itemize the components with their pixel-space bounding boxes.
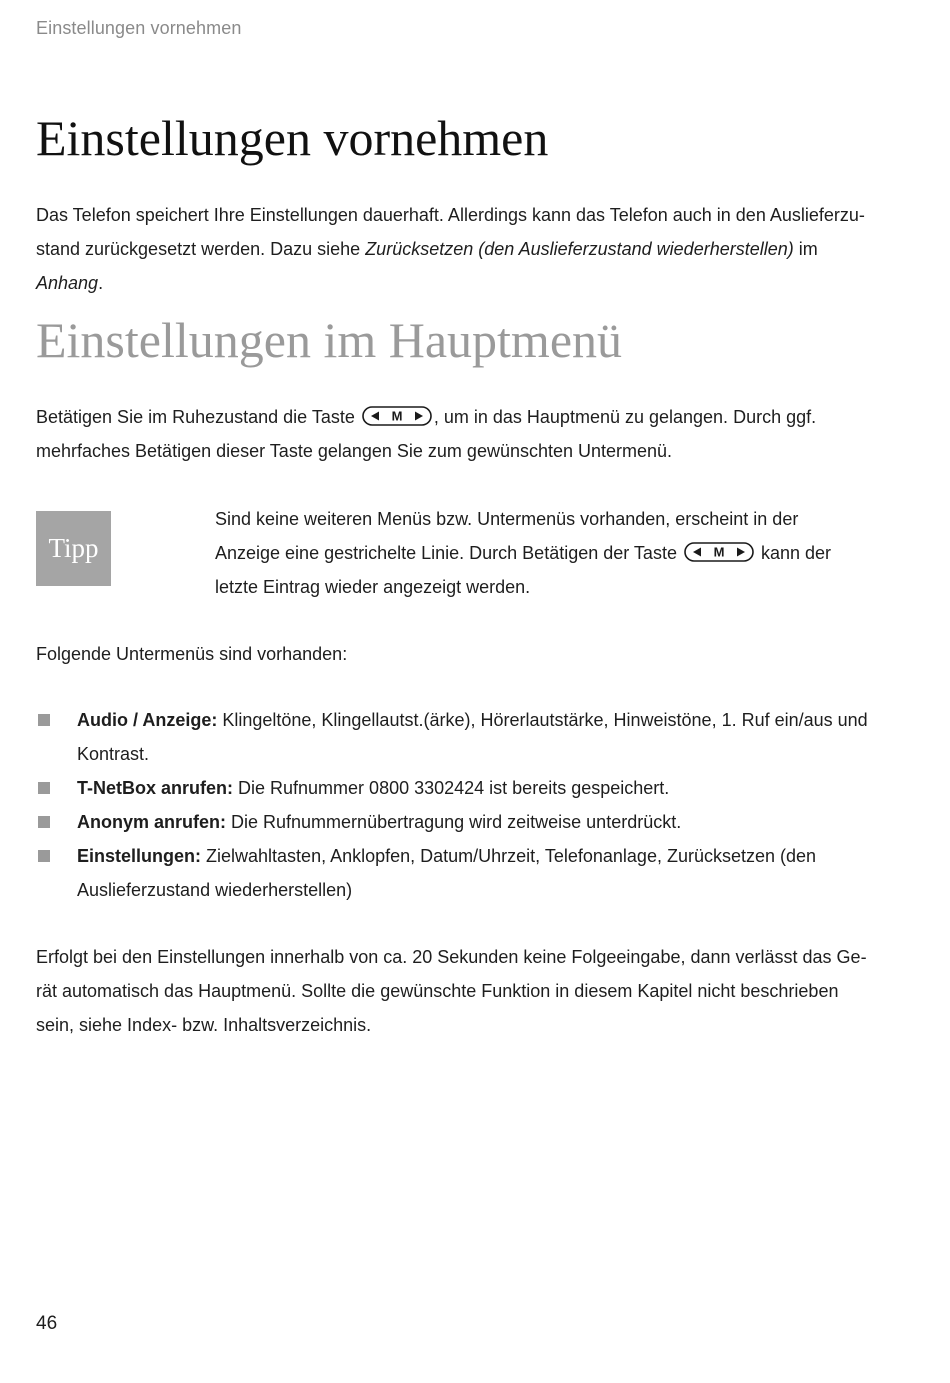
- square-bullet-icon: [38, 782, 50, 794]
- list-item-term: Audio / Anzeige:: [77, 710, 218, 730]
- intro-end-text: .: [98, 273, 104, 293]
- closing-paragraph: Erfolgt bei den Einstellungen innerhalb von ca. 20 Sekunden keine Folgeeingabe, dann verlässt das Gerät automatisch das Hauptmenü. Sollte die gewünschte Funktion in diesem Kapitel nicht beschrieben sein, siehe Index- bzw. Inhaltsverzeichnis.: [36, 947, 867, 1035]
- submenus-intro: Folgende Untermenüs sind vorhanden:: [36, 644, 348, 664]
- list-item-term: Anonym anrufen:: [77, 812, 227, 832]
- section-title: Einstellungen im Hauptmenü: [36, 312, 623, 368]
- intro-paragraph: [36, 198, 876, 300]
- main-menu-text-before: Betätigen Sie im Ruhezustand die Taste: [36, 407, 360, 427]
- tip-paragraph: [215, 502, 865, 604]
- menu-key-icon: [362, 406, 432, 426]
- main-menu-paragraph: [36, 400, 876, 468]
- list-item-term: Einstellungen:: [77, 846, 202, 866]
- list-item: [36, 805, 876, 839]
- square-bullet-icon: [38, 816, 50, 828]
- square-bullet-icon: [38, 850, 50, 862]
- list-item-description: Klingeltöne, Klingellautst.(ärke), Hörerlautstärke, Hinweistöne, 1. Ruf ein/aus und Kontrast.: [77, 710, 868, 764]
- list-item-term: T-NetBox anrufen:: [77, 778, 234, 798]
- list-item-description: Die Rufnummer 0800 3302424 ist bereits gespeichert.: [233, 778, 670, 798]
- main-menu-text-after: , um in das Hauptmenü zu gelangen. Durch ggf. mehrfaches Betätigen dieser Taste gelangen Sie zum gewünschten Untermenü.: [36, 407, 817, 461]
- page-title: Einstellungen vornehmen: [36, 110, 549, 166]
- list-item: [36, 703, 876, 771]
- list-item-description: Die Rufnummernübertragung wird zeitweise unterdrückt.: [226, 812, 682, 832]
- running-header: Einstellungen vornehmen: [36, 18, 242, 38]
- tip-badge: Tipp: [36, 511, 111, 586]
- intro-reference-appendix: Anhang: [36, 273, 99, 293]
- intro-reference-reset: Zurücksetzen (den Auslieferzustand wiederherstellen): [365, 239, 794, 259]
- square-bullet-icon: [38, 714, 50, 726]
- list-item-description: Zielwahltasten, Anklopfen, Datum/Uhrzeit, Telefonanlage, Zurücksetzen (den Auslieferzustand wiederherstellen): [77, 846, 817, 900]
- intro-text: Das Telefon speichert Ihre Einstellungen dauerhaft. Allerdings kann das Telefon auch in den Auslieferzustand zurückgesetzt werden. Dazu siehe: [36, 205, 865, 259]
- submenu-list: [36, 703, 876, 907]
- menu-key-label: M: [391, 408, 403, 424]
- intro-mid-text: im: [793, 239, 818, 259]
- menu-key-label: M: [713, 544, 725, 560]
- menu-key-icon: [684, 542, 754, 562]
- list-item: [36, 839, 876, 907]
- tip-text-before: Sind keine weiteren Menüs bzw. Untermenüs vorhanden, erscheint in der Anzeige eine gestrichelte Linie. Durch Betätigen der Taste: [215, 509, 799, 563]
- tip-text-after: kann der letzte Eintrag wieder angezeigt werden.: [215, 543, 832, 597]
- list-item: [36, 771, 876, 805]
- page-number: 46: [36, 1313, 58, 1334]
